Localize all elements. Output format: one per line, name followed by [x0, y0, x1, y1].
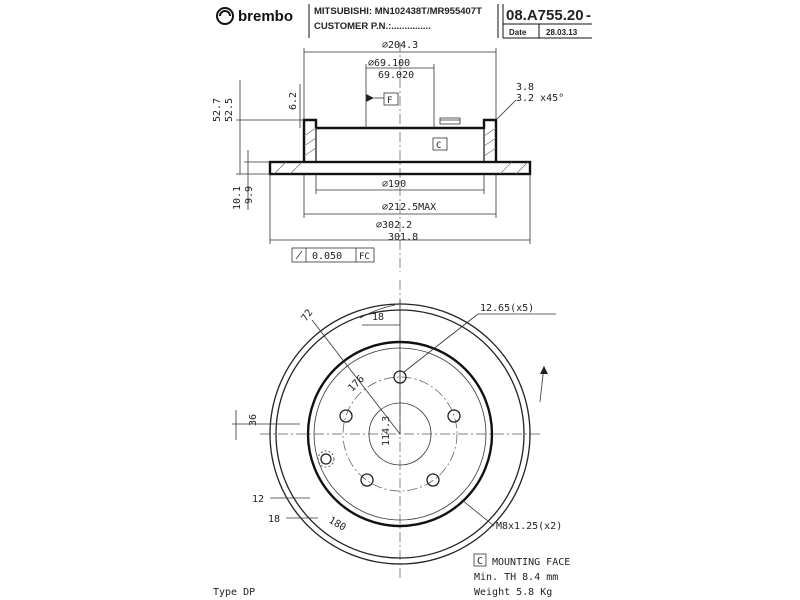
- weight: Weight 5.8 Kg: [474, 587, 553, 598]
- dim-pcd: 114.3: [381, 415, 392, 446]
- dim-18-left: 18: [268, 514, 281, 525]
- front-view: [232, 280, 562, 580]
- mounting-face-label: MOUNTING FACE: [492, 557, 571, 568]
- dim-height-lower: 52.5: [224, 97, 235, 122]
- dim-dia-302-upper: ∅302.2: [376, 220, 413, 231]
- bolt-hole: [361, 474, 373, 486]
- dim-angle-72: 72: [299, 307, 316, 324]
- dim-bolt-holes: 12.65(x5): [480, 303, 535, 314]
- dim-12: 12: [252, 494, 265, 505]
- part-number: 08.A755.20: [506, 7, 584, 24]
- dim-dia-302-lower: 301.8: [388, 232, 419, 243]
- oem-reference: MITSUBISHI: MN102438T/MR955407T: [314, 6, 482, 17]
- datum-c-label: C: [436, 141, 442, 151]
- revision-mark: -: [586, 7, 591, 24]
- bolt-hole: [448, 410, 460, 422]
- date-value: 28.03.13: [546, 28, 578, 37]
- min-thickness: Min. TH 8.4 mm: [474, 572, 559, 583]
- dim-36: 36: [248, 413, 259, 426]
- dim-dia-69-upper: ∅69.100: [368, 58, 411, 69]
- notes: [213, 554, 570, 598]
- dim-dia-204: ∅204.3: [382, 40, 419, 51]
- runout-value: 0.050: [312, 251, 343, 262]
- date-label: Date: [509, 28, 527, 37]
- title-block: [217, 4, 592, 38]
- dim-dia-190: ∅190: [382, 179, 407, 190]
- runout-symbol: [296, 251, 302, 259]
- dim-thickness-lower: 9.9: [244, 185, 255, 204]
- mounting-face-ref: C: [477, 556, 484, 567]
- brand-name: brembo: [238, 8, 294, 25]
- datum-f-label: F: [387, 96, 393, 106]
- threaded-hole: [321, 454, 331, 464]
- dim-hub-depth: 6.2: [288, 91, 299, 110]
- bolt-hole: [340, 410, 352, 422]
- dim-thread: M8x1.25(x2): [496, 521, 563, 532]
- dim-18-top: 18: [372, 312, 385, 323]
- dim-176: 176: [346, 373, 367, 395]
- section-view: [212, 40, 564, 272]
- runout-datum: FC: [359, 252, 370, 262]
- dim-chamfer-lower: 3.2 x45°: [516, 93, 565, 104]
- dim-height-upper: 52.7: [212, 97, 223, 122]
- dim-dia-212: ∅212.5MAX: [382, 202, 437, 213]
- runout-tolerance-frame: [292, 248, 374, 262]
- dim-chamfer-upper: 3.8: [516, 82, 535, 93]
- type-label: Type DP: [213, 587, 256, 598]
- bolt-hole: [427, 474, 439, 486]
- customer-part-number: CUSTOMER P.N.:...............: [314, 21, 431, 32]
- dim-thickness-upper: 10.1: [232, 185, 243, 210]
- dim-180: 180: [326, 515, 348, 534]
- dim-dia-69-lower: 69.020: [378, 70, 415, 81]
- brembo-logo: [217, 8, 293, 25]
